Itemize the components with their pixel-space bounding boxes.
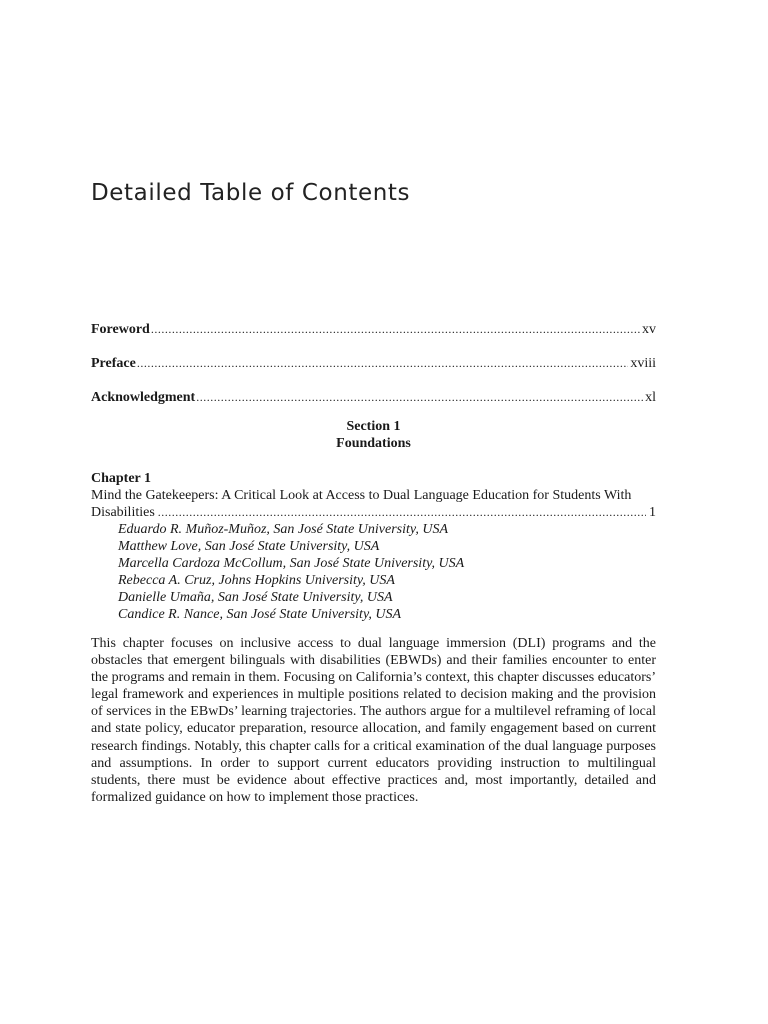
dot-leader — [158, 504, 646, 521]
chapter-entry — [91, 470, 656, 623]
toc-entry-preface — [91, 354, 656, 373]
author-list — [91, 521, 656, 623]
toc-entry-page: xv — [642, 322, 656, 337]
chapter-number: Chapter 1 — [91, 471, 152, 486]
toc-entry-page: xl — [645, 390, 656, 405]
author-item: Eduardo R. Muñoz-Muñoz, San José State University, USA — [118, 522, 448, 537]
author-item: Rebecca A. Cruz, Johns Hopkins University, USA — [118, 573, 395, 588]
chapter-title-end: Disabilities — [91, 505, 155, 520]
chapter-page: 1 — [649, 505, 656, 520]
author-item: Marcella Cardoza McCollum, San José State University, USA — [118, 556, 465, 571]
dot-leader — [151, 320, 640, 338]
toc-entry-page: xviii — [630, 356, 656, 371]
chapter-title: Mind the Gatekeepers: A Critical Look at Access to Dual Language Education for Students With — [91, 488, 632, 503]
toc-entry-label: Foreword — [91, 322, 150, 337]
section-title: Foundations — [336, 436, 411, 451]
page-title: Detailed Table of Contents — [91, 180, 411, 206]
author-item: Candice R. Nance, San José State University, USA — [118, 607, 402, 622]
dot-leader — [196, 388, 643, 406]
toc-entry-label: Acknowledgment — [91, 390, 196, 405]
dot-leader — [137, 354, 629, 372]
toc-entry-foreword — [91, 320, 656, 339]
chapter-abstract: This chapter focuses on inclusive access to dual language immersion (DLI) programs and the obstacles that emergent bilinguals with disabilities (EBWDs) and their families encounter to enter the programs and remain in them. Focusing on California’s context, this chapter discusses educators’ legal framework and experiences in multiple positions related to decision making and the provision of services in the EBwDs’ learning trajectories. The authors argue for a multilevel reframing of local and state policy, educator preparation, resource allocation, and family engagement based on current research findings. Notably, this chapter calls for a critical examination of the dual language purposes and assumptions. In order to support current educators providing instruction to multilingual students, there must be evidence about effective practices and, most importantly, detailed and formalized guidance on how to implement those practices. — [91, 636, 656, 805]
author-item: Danielle Umaña, San José State University, USA — [118, 590, 393, 605]
author-item: Matthew Love, San José State University, USA — [118, 539, 380, 554]
toc-entry-label: Preface — [91, 356, 136, 371]
toc-entry-acknowledgment — [91, 388, 656, 407]
chapter-title-continued — [91, 504, 656, 521]
section-number: Section 1 — [346, 419, 401, 434]
